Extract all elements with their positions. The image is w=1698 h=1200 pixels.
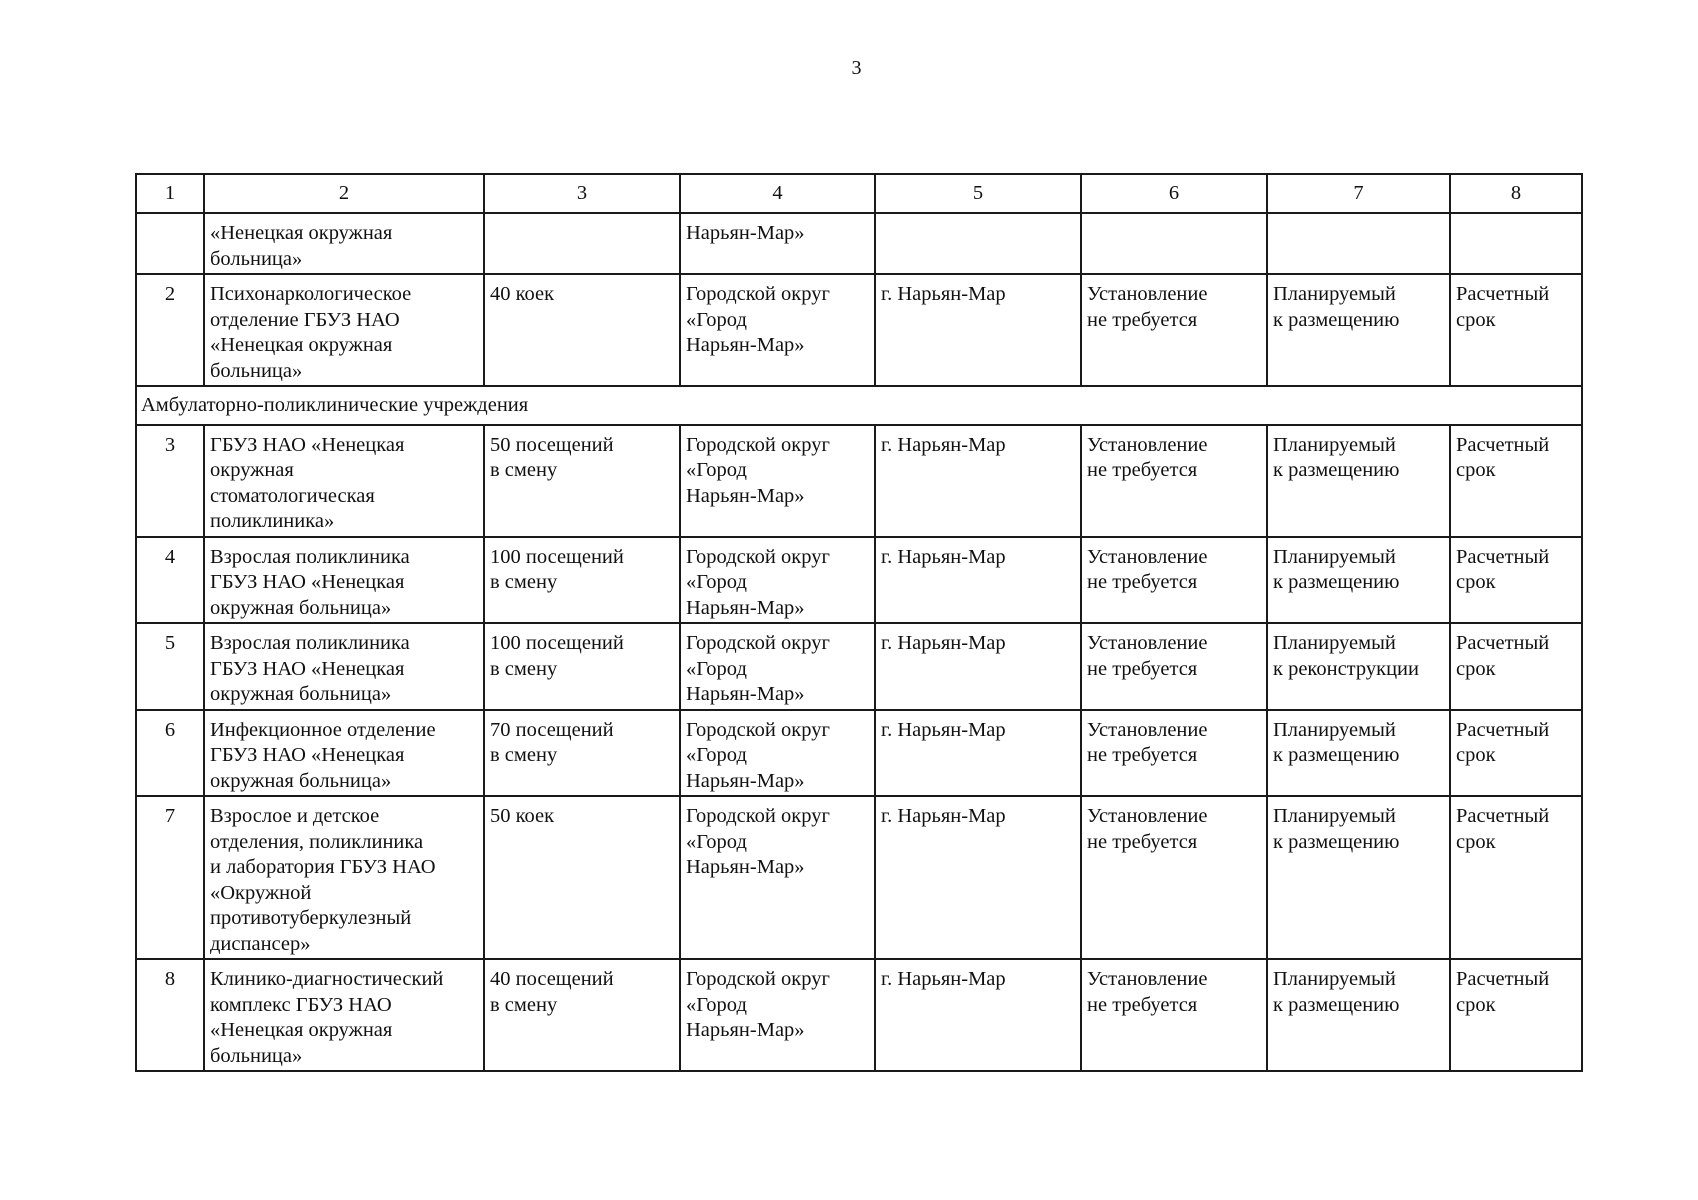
cell-name bbox=[204, 274, 484, 386]
cell-location-line: Нарьян-Мар» bbox=[686, 484, 805, 507]
cell-name bbox=[204, 425, 484, 537]
cell-name-line: Взрослая поликлиника bbox=[210, 545, 410, 568]
header-cell-3: 3 bbox=[484, 174, 680, 213]
cell-zone-line: Установление bbox=[1087, 805, 1208, 827]
cell-location-line: Городской округ bbox=[686, 632, 830, 654]
cell-settlement bbox=[875, 274, 1081, 386]
header-cell-2: 2 bbox=[204, 174, 484, 213]
cell-name-line: больница» bbox=[210, 359, 303, 382]
empty-cell bbox=[875, 213, 1081, 274]
cell-row-number: 6 bbox=[136, 710, 204, 797]
cell-location-line: «Город bbox=[686, 744, 747, 766]
cell-status bbox=[1267, 796, 1450, 959]
cell-status bbox=[1267, 537, 1450, 624]
cell-location bbox=[680, 425, 875, 537]
cell-location bbox=[680, 959, 875, 1071]
cell-status-line: к размещению bbox=[1273, 830, 1400, 853]
header-cell-8: 8 bbox=[1450, 174, 1582, 213]
cell-zone-line: Установление bbox=[1087, 632, 1208, 654]
cell-location bbox=[680, 623, 875, 710]
cell-capacity-line: 40 коек bbox=[490, 283, 555, 305]
cell-row-number: 3 bbox=[136, 425, 204, 537]
cell-settlement bbox=[875, 425, 1081, 537]
cell-status bbox=[1267, 959, 1450, 1071]
cell-zone bbox=[1081, 796, 1267, 959]
cell-status-line: Планируемый bbox=[1273, 805, 1396, 827]
cell-location-line: «Город bbox=[686, 459, 747, 481]
cell-zone bbox=[1081, 710, 1267, 797]
cell-name-line: отделения, поликлиника bbox=[210, 830, 424, 853]
cell-settlement-line: г. Нарьян-Мар bbox=[881, 718, 1006, 741]
cell-row-number: 2 bbox=[136, 274, 204, 386]
cell-name-line: стоматологическая bbox=[210, 484, 375, 507]
cell-location bbox=[680, 274, 875, 386]
cell-location-line: «Город bbox=[686, 571, 747, 593]
cell-term bbox=[1450, 425, 1582, 537]
cell-term-line: срок bbox=[1456, 571, 1496, 593]
cell-zone bbox=[1081, 274, 1267, 386]
cell-name-line: «Ненецкая окружная bbox=[210, 222, 393, 244]
header-cell-7: 7 bbox=[1267, 174, 1450, 213]
cell-settlement-line: г. Нарьян-Мар bbox=[881, 968, 1006, 990]
cell-name-line: и лаборатория ГБУЗ НАО bbox=[210, 856, 436, 878]
table-row bbox=[136, 796, 1582, 959]
cell-term-line: срок bbox=[1456, 993, 1496, 1016]
cell-name bbox=[204, 537, 484, 624]
cell-name-line: ГБУЗ НАО «Ненецкая bbox=[210, 433, 405, 456]
cell-name-line: комплекс ГБУЗ НАО bbox=[210, 993, 392, 1016]
cell-zone-line: Установление bbox=[1087, 545, 1208, 568]
cell-row-number: 7 bbox=[136, 796, 204, 959]
cell-name-line: ГБУЗ НАО «Ненецкая bbox=[210, 744, 405, 766]
cell-location bbox=[680, 796, 875, 959]
cell-zone-line: не требуется bbox=[1087, 993, 1198, 1016]
cell-name-line: отделение ГБУЗ НАО bbox=[210, 308, 400, 331]
cell-capacity-line: 100 посещений bbox=[490, 545, 624, 568]
table-body bbox=[136, 174, 1582, 1071]
cell-term-line: срок bbox=[1456, 657, 1496, 680]
cell-capacity bbox=[484, 796, 680, 959]
cell-capacity-line: 70 посещений bbox=[490, 718, 614, 741]
facilities-table bbox=[135, 173, 1583, 1072]
cell-zone-line: не требуется bbox=[1087, 459, 1198, 481]
cell-name-line: больница» bbox=[210, 1044, 303, 1067]
cell-status-line: Планируемый bbox=[1273, 283, 1396, 305]
table-row bbox=[136, 425, 1582, 537]
cell-location-line: Городской округ bbox=[686, 545, 830, 568]
table-row bbox=[136, 537, 1582, 624]
cell-capacity-line: 50 посещений bbox=[490, 433, 614, 456]
cell-name-line: «Окружной bbox=[210, 881, 312, 904]
cell-name bbox=[204, 623, 484, 710]
cell-status-line: Планируемый bbox=[1273, 433, 1396, 456]
cell-name-line: больница» bbox=[210, 247, 303, 270]
cell-term-line: срок bbox=[1456, 308, 1496, 331]
cell-status-line: к размещению bbox=[1273, 571, 1400, 593]
cell-zone-line: Установление bbox=[1087, 283, 1208, 305]
cell-name-line: «Ненецкая окружная bbox=[210, 334, 393, 356]
cell-location bbox=[680, 710, 875, 797]
cell-name bbox=[204, 213, 484, 274]
cell-settlement bbox=[875, 959, 1081, 1071]
empty-cell bbox=[136, 213, 204, 274]
cell-zone bbox=[1081, 959, 1267, 1071]
cell-status bbox=[1267, 623, 1450, 710]
cell-status bbox=[1267, 274, 1450, 386]
cell-capacity bbox=[484, 710, 680, 797]
cell-name-line: Психонаркологическое bbox=[210, 283, 412, 305]
cell-location-line: Нарьян-Мар» bbox=[686, 683, 805, 705]
cell-status-line: к реконструкции bbox=[1273, 657, 1419, 680]
header-cell-5: 5 bbox=[875, 174, 1081, 213]
cell-zone-line: не требуется bbox=[1087, 571, 1198, 593]
cell-settlement-line: г. Нарьян-Мар bbox=[881, 283, 1006, 305]
section-row bbox=[136, 386, 1582, 425]
cell-status bbox=[1267, 425, 1450, 537]
cell-settlement bbox=[875, 623, 1081, 710]
cell-name-line: окружная bbox=[210, 459, 294, 481]
cell-row-number: 8 bbox=[136, 959, 204, 1071]
cell-status-line: Планируемый bbox=[1273, 968, 1396, 990]
header-cell-6: 6 bbox=[1081, 174, 1267, 213]
cell-capacity-line: 100 посещений bbox=[490, 632, 624, 654]
cell-term bbox=[1450, 959, 1582, 1071]
cell-name-line: «Ненецкая окружная bbox=[210, 1019, 393, 1041]
cell-name-line: ГБУЗ НАО «Ненецкая bbox=[210, 571, 405, 593]
cell-location-line: Нарьян-Мар» bbox=[686, 222, 805, 244]
cell-term bbox=[1450, 274, 1582, 386]
cell-term-line: Расчетный bbox=[1456, 283, 1550, 305]
cell-location-line: Нарьян-Мар» bbox=[686, 334, 805, 356]
cell-status bbox=[1267, 710, 1450, 797]
cell-location-line: «Город bbox=[686, 993, 747, 1016]
cell-status-line: к размещению bbox=[1273, 993, 1400, 1016]
cell-location-line: Городской округ bbox=[686, 968, 830, 990]
cell-capacity bbox=[484, 537, 680, 624]
cell-term-line: Расчетный bbox=[1456, 632, 1550, 654]
header-cell-4: 4 bbox=[680, 174, 875, 213]
cell-capacity-line: 50 коек bbox=[490, 805, 555, 827]
cell-settlement bbox=[875, 710, 1081, 797]
cell-row-number: 4 bbox=[136, 537, 204, 624]
section-title: Амбулаторно-поликлинические учреждения bbox=[136, 386, 1582, 425]
cell-status-line: Планируемый bbox=[1273, 632, 1396, 654]
cell-name bbox=[204, 710, 484, 797]
cell-settlement bbox=[875, 796, 1081, 959]
cell-term-line: Расчетный bbox=[1456, 805, 1550, 827]
table-row bbox=[136, 274, 1582, 386]
cell-row-number: 5 bbox=[136, 623, 204, 710]
cell-location-line: Нарьян-Мар» bbox=[686, 856, 805, 878]
empty-cell bbox=[484, 213, 680, 274]
cell-status-line: к размещению bbox=[1273, 744, 1400, 766]
cell-name-line: ГБУЗ НАО «Ненецкая bbox=[210, 657, 405, 680]
cell-name-line: Клинико-диагностический bbox=[210, 968, 444, 990]
cell-location-line: Нарьян-Мар» bbox=[686, 1019, 805, 1041]
header-cell-1: 1 bbox=[136, 174, 204, 213]
cell-capacity bbox=[484, 623, 680, 710]
cell-location-line: Городской округ bbox=[686, 805, 830, 827]
cell-location-line: Городской округ bbox=[686, 718, 830, 741]
cell-name bbox=[204, 796, 484, 959]
cell-term-line: срок bbox=[1456, 744, 1496, 766]
cell-name-line: Инфекционное отделение bbox=[210, 718, 436, 741]
cell-name-line: противотуберкулезный bbox=[210, 907, 412, 929]
cell-term bbox=[1450, 796, 1582, 959]
cell-capacity bbox=[484, 425, 680, 537]
cell-location-line: «Город bbox=[686, 830, 747, 853]
cell-status-line: к размещению bbox=[1273, 459, 1400, 481]
cell-term bbox=[1450, 710, 1582, 797]
cell-capacity-line: в смену bbox=[490, 657, 558, 680]
table-header-row bbox=[136, 174, 1582, 213]
cell-zone bbox=[1081, 537, 1267, 624]
cell-location-line: Нарьян-Мар» bbox=[686, 596, 805, 619]
cell-zone-line: не требуется bbox=[1087, 657, 1198, 680]
table-row-continuation bbox=[136, 213, 1582, 274]
cell-zone-line: не требуется bbox=[1087, 830, 1198, 853]
cell-name-line: окружная больница» bbox=[210, 769, 392, 792]
cell-name-line: окружная больница» bbox=[210, 683, 392, 705]
cell-term-line: срок bbox=[1456, 830, 1496, 853]
cell-location bbox=[680, 213, 875, 274]
table-row bbox=[136, 959, 1582, 1071]
cell-name bbox=[204, 959, 484, 1071]
table-row bbox=[136, 623, 1582, 710]
cell-location-line: «Город bbox=[686, 657, 747, 680]
cell-settlement bbox=[875, 537, 1081, 624]
cell-status-line: Планируемый bbox=[1273, 718, 1396, 741]
table-row bbox=[136, 710, 1582, 797]
cell-zone-line: Установление bbox=[1087, 433, 1208, 456]
cell-term-line: Расчетный bbox=[1456, 545, 1550, 568]
cell-term-line: Расчетный bbox=[1456, 968, 1550, 990]
cell-location-line: Городской округ bbox=[686, 433, 830, 456]
cell-name-line: поликлиника» bbox=[210, 510, 335, 532]
cell-status-line: Планируемый bbox=[1273, 545, 1396, 568]
cell-status-line: к размещению bbox=[1273, 308, 1400, 331]
cell-location-line: Нарьян-Мар» bbox=[686, 769, 805, 792]
cell-zone-line: не требуется bbox=[1087, 308, 1198, 331]
cell-zone-line: не требуется bbox=[1087, 744, 1198, 766]
cell-zone bbox=[1081, 623, 1267, 710]
cell-name-line: диспансер» bbox=[210, 932, 311, 955]
cell-name-line: Взрослое и детское bbox=[210, 805, 380, 827]
cell-zone-line: Установление bbox=[1087, 718, 1208, 741]
cell-capacity-line: 40 посещений bbox=[490, 968, 614, 990]
cell-location-line: «Город bbox=[686, 308, 747, 331]
cell-name-line: Взрослая поликлиника bbox=[210, 632, 410, 654]
empty-cell bbox=[1450, 213, 1582, 274]
cell-term bbox=[1450, 623, 1582, 710]
cell-capacity-line: в смену bbox=[490, 571, 558, 593]
cell-location-line: Городской округ bbox=[686, 283, 830, 305]
cell-term-line: Расчетный bbox=[1456, 433, 1550, 456]
cell-term-line: срок bbox=[1456, 459, 1496, 481]
cell-term-line: Расчетный bbox=[1456, 718, 1550, 741]
cell-capacity-line: в смену bbox=[490, 459, 558, 481]
cell-capacity bbox=[484, 274, 680, 386]
cell-name-line: окружная больница» bbox=[210, 596, 392, 619]
page-number: 3 bbox=[851, 57, 862, 79]
cell-settlement-line: г. Нарьян-Мар bbox=[881, 433, 1006, 456]
cell-zone bbox=[1081, 425, 1267, 537]
cell-settlement-line: г. Нарьян-Мар bbox=[881, 545, 1006, 568]
cell-term bbox=[1450, 537, 1582, 624]
cell-location bbox=[680, 537, 875, 624]
cell-capacity bbox=[484, 959, 680, 1071]
cell-capacity-line: в смену bbox=[490, 993, 558, 1016]
cell-capacity-line: в смену bbox=[490, 744, 558, 766]
cell-zone-line: Установление bbox=[1087, 968, 1208, 990]
empty-cell bbox=[1081, 213, 1267, 274]
cell-settlement-line: г. Нарьян-Мар bbox=[881, 805, 1006, 827]
empty-cell bbox=[1267, 213, 1450, 274]
cell-settlement-line: г. Нарьян-Мар bbox=[881, 632, 1006, 654]
